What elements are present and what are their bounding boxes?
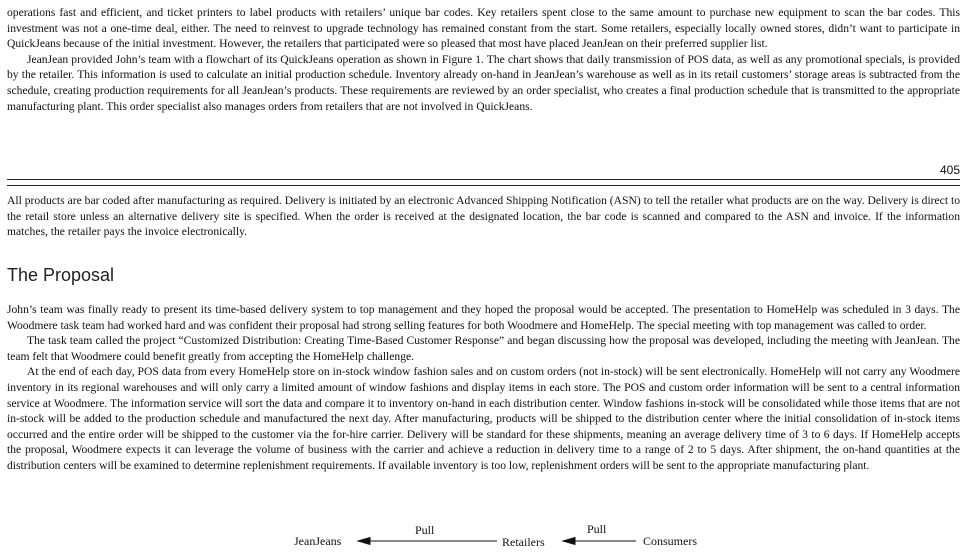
pull-flow-figure	[280, 520, 730, 556]
arrow-label-pull-2: Pull	[587, 522, 607, 536]
paragraph-project-name: The task team called the project “Customized Distribution: Creating Time-Based Customer Response” and began discussing how the proposal was developed, including the meeting with JeanJean. The team felt that Woodmere could benefit greatly from accepting the HomeHelp challenge.	[7, 334, 960, 363]
page-number: 405	[939, 163, 960, 177]
paragraph-pos-process: At the end of each day, POS data from every HomeHelp store on in-stock window fashion sales and on custom orders (not in-stock) will be sent electronically. HomeHelp will not carry any Woodmere inventory in its regional warehouses and will only carry a limited amount of window fashions and display items in each store. The POS and custom order information will be sent to a central information service at Woodmere. The information service will sort the data and compare it to inventory on-hand in each distribution center. Window fashions in-stock will be consolidated while those items that are not in-stock will be added to the production schedule and manufactured the next day. After manufacturing, products will be shipped to the distribution center where the initial consolidation of in-stock items occurred and the entire order will be shipped to the customer via the for-hire carrier. Delivery will be standard for these shipments, meaning an average delivery time of 3 to 6 days. If HomeHelp accepts the proposal, Woodmere expects it can leverage the volume of business with the carrier and achieve a reduction in delivery time to a range of 2 to 5 days. After shipment, the on-hand quantities at the distribution centers will be examined to determine replenishment requirements. If available inventory is too low, replenishment orders will be sent to the appropriate manufacturing plant.	[7, 365, 960, 472]
arrow-head-left-1	[358, 538, 370, 545]
text-block-top	[7, 5, 960, 114]
text-block-delivery	[7, 193, 960, 240]
page-top-crop	[0, 0, 971, 6]
paragraph-quickjeans-flowchart: JeanJean provided John’s team with a flowchart of its QuickJeans operation as shown in Figure 1. The chart shows that daily transmission of POS data, as well as any promotional specials, is provided by the retailer. This information is used to calculate an initial production schedule. Inventory already on-hand in JeanJean’s warehouse as well as in its retail customers’ storage areas is subtracted from the schedule, creating production requirements for all JeanJean’s products. These requirements are reviewed by an order specialist, who creates a final production schedule that is transmitted to the appropriate manufacturing plant. This order specialist also manages orders from retailers that are not involved in QuickJeans.	[7, 52, 960, 113]
node-retailers: Retailers	[502, 535, 545, 549]
paragraph-equipment-investment: operations fast and efficient, and ticket printers to label products with retailers’ unique bar codes. Key retailers spent close to the same amount to purchase new equipment to scan the bar codes. This investment was not a one-time deal, either. The need to reinvest to upgrade technology has remained constant from the start. Some retailers, especially locally owned stores, didn’t want to participate in QuickJeans because of the initial investment. However, the retailers that participated were so pleased that most have placed JeanJean on their preferred supplier list.	[7, 6, 960, 51]
node-jeanjeans: JeanJeans	[294, 534, 342, 548]
arrow-label-pull-1: Pull	[415, 523, 435, 537]
page-divider-bottom	[7, 185, 960, 186]
arrow-head-left-2	[563, 538, 575, 545]
paragraph-presentation: John’s team was finally ready to present its time-based delivery system to top management and they hoped the proposal would be accepted. The presentation to HomeHelp was scheduled in 3 days. The Woodmere task team had worked hard and was confident their proposal had strong selling features for both Woodmere and HomeHelp. The special meeting with top management was called to order.	[7, 303, 960, 332]
node-consumers: Consumers	[643, 534, 697, 548]
page-divider-top	[7, 179, 960, 180]
paragraph-delivery-asn: All products are bar coded after manufacturing as required. Delivery is initiated by an electronic Advanced Shipping Notification (ASN) to tell the retailer what products are on the way. Delivery is direct to the retail store unless an alternative delivery site is specified. When the order is received at the designated location, the bar code is scanned and compared to the ASN and invoice. If the information matches, the retailer pays the invoice electronically.	[7, 194, 960, 239]
text-block-proposal	[7, 302, 960, 474]
section-heading: The Proposal	[7, 265, 115, 285]
